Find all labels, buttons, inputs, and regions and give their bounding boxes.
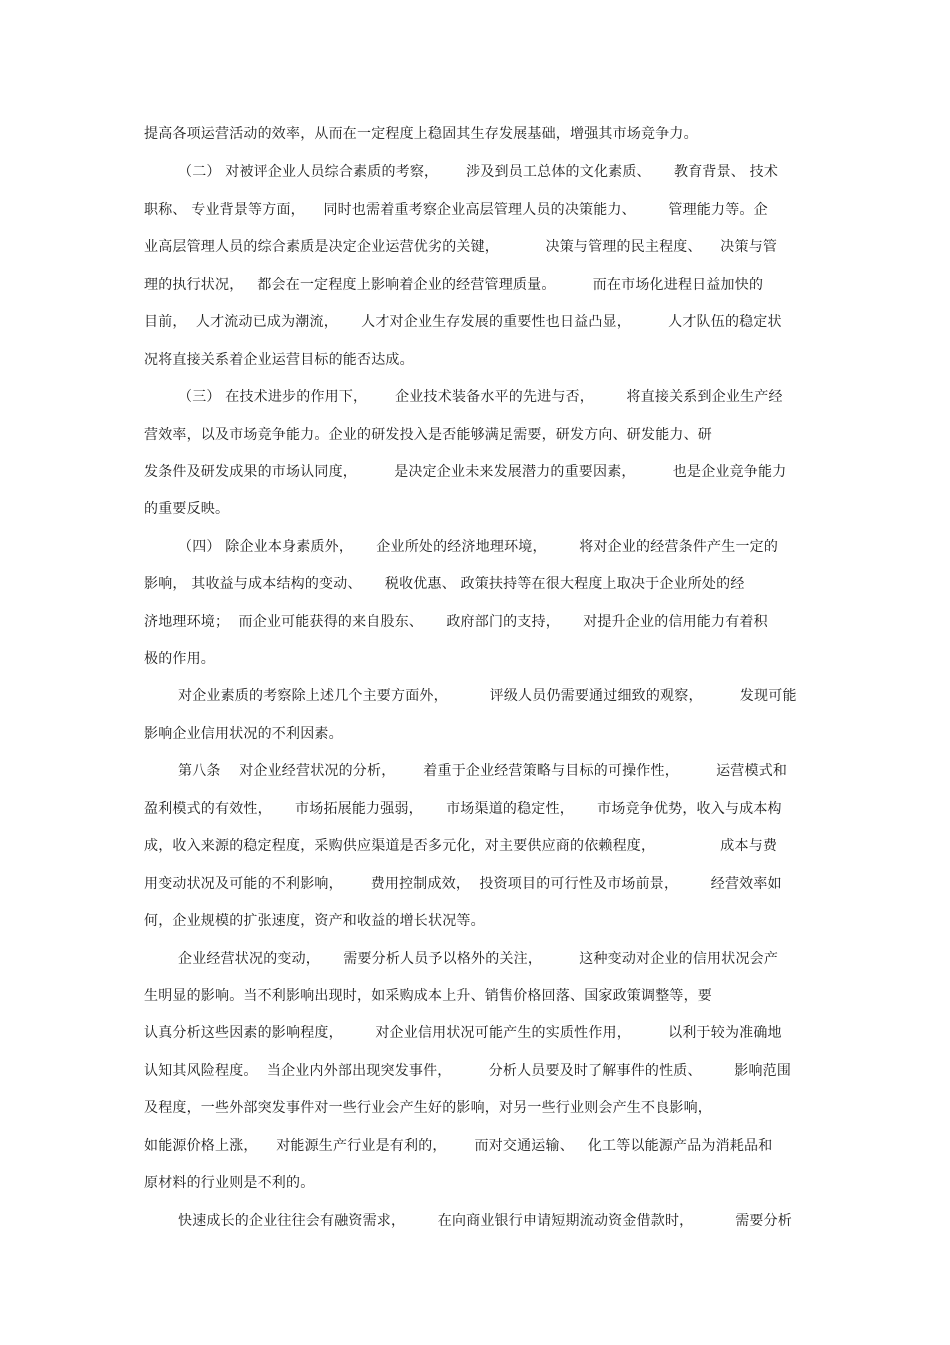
text-line: 生明显的影响。当不利影响出现时，如采购成本上升、销售价格回落、国家政策调整等，要 [144, 988, 712, 1004]
text-line: 目前， 人才流动已成为潮流， 人才对企业生存发展的重要性也日益凸显， 人才队伍的稳定状 [144, 314, 782, 330]
text-line: 提高各项运营活动的效率，从而在一定程度上稳固其生存发展基础，增强其市场竞争力。 [144, 126, 698, 142]
text-line: 影响， 其收益与成本结构的变动、 税收优惠、 政策扶持等在很大程度上取决于企业所处的经 [144, 576, 745, 592]
text-line: 成，收入来源的稳定程度，采购供应渠道是否多元化，对主要供应商的依赖程度， 成本与费 [144, 838, 778, 854]
text-line: 影响企业信用状况的不利因素。 [144, 726, 343, 742]
text-line: 况将直接关系着企业运营目标的能否达成。 [144, 352, 414, 368]
text-line: 如能源价格上涨， 对能源生产行业是有利的， 而对交通运输、 化工等以能源产品为消耗品和 [144, 1138, 773, 1154]
paragraph-5-start: 对企业素质的考察除上述几个主要方面外， 评级人员仍需要通过细致的观察， 发现可能 [178, 688, 797, 704]
text-line: 盈利模式的有效性， 市场拓展能力强弱， 市场渠道的稳定性， 市场竞争优势，收入与成本构 [144, 801, 782, 817]
paragraph-3-start: （三） 在技术进步的作用下， 企业技术装备水平的先进与否， 将直接关系到企业生产经 [178, 389, 783, 405]
text-line: 发条件及研发成果的市场认同度， 是决定企业未来发展潜力的重要因素， 也是企业竞争能力 [144, 464, 787, 480]
text-line: 认知其风险程度。 当企业内外部出现突发事件， 分析人员要及时了解事件的性质、 影响范围 [144, 1063, 792, 1079]
text-line: 原材料的行业则是不利的。 [144, 1175, 315, 1191]
text-line: 职称、 专业背景等方面， 同时也需着重考察企业高层管理人员的决策能力、 管理能力等。企 [144, 202, 768, 218]
paragraph-8-start: 快速成长的企业往往会有融资需求， 在向商业银行申请短期流动资金借款时， 需要分析 [178, 1213, 793, 1229]
article-8-start: 第八条 对企业经营状况的分析， 着重于企业经营策略与目标的可操作性， 运营模式和 [178, 763, 788, 779]
text-line: 理的执行状况， 都会在一定程度上影响着企业的经营管理质量。 而在市场化进程日益加快的 [144, 277, 764, 293]
text-line: 何，企业规模的扩张速度，资产和收益的增长状况等。 [144, 913, 485, 929]
text-line: 的重要反映。 [144, 501, 230, 517]
text-line: 及程度，一些外部突发事件对一些行业会产生好的影响，对另一些行业则会产生不良影响， [144, 1100, 712, 1116]
text-line: 用变动状况及可能的不利影响， 费用控制成效， 投资项目的可行性及市场前景， 经营效率如 [144, 876, 782, 892]
text-line: 营效率，以及市场竞争能力。企业的研发投入是否能够满足需要，研发方向、研发能力、研 [144, 427, 712, 443]
paragraph-2-start: （二） 对被评企业人员综合素质的考察， 涉及到员工总体的文化素质、 教育背景、 技术 [178, 164, 779, 180]
text-line: 业高层管理人员的综合素质是决定企业运营优劣的关键， 决策与管理的民主程度、 决策与管 [144, 239, 778, 255]
text-line: 极的作用。 [144, 651, 215, 667]
text-line: 济地理环境； 而企业可能获得的来自股东、 政府部门的支持， 对提升企业的信用能力有着积 [144, 614, 768, 630]
paragraph-7-start: 企业经营状况的变动， 需要分析人员予以格外的关注， 这种变动对企业的信用状况会产 [178, 951, 779, 967]
paragraph-4-start: （四） 除企业本身素质外， 企业所处的经济地理环境， 将对企业的经营条件产生一定的 [178, 539, 779, 555]
text-line: 认真分析这些因素的影响程度， 对企业信用状况可能产生的实质性作用， 以利于较为准确地 [144, 1025, 782, 1041]
